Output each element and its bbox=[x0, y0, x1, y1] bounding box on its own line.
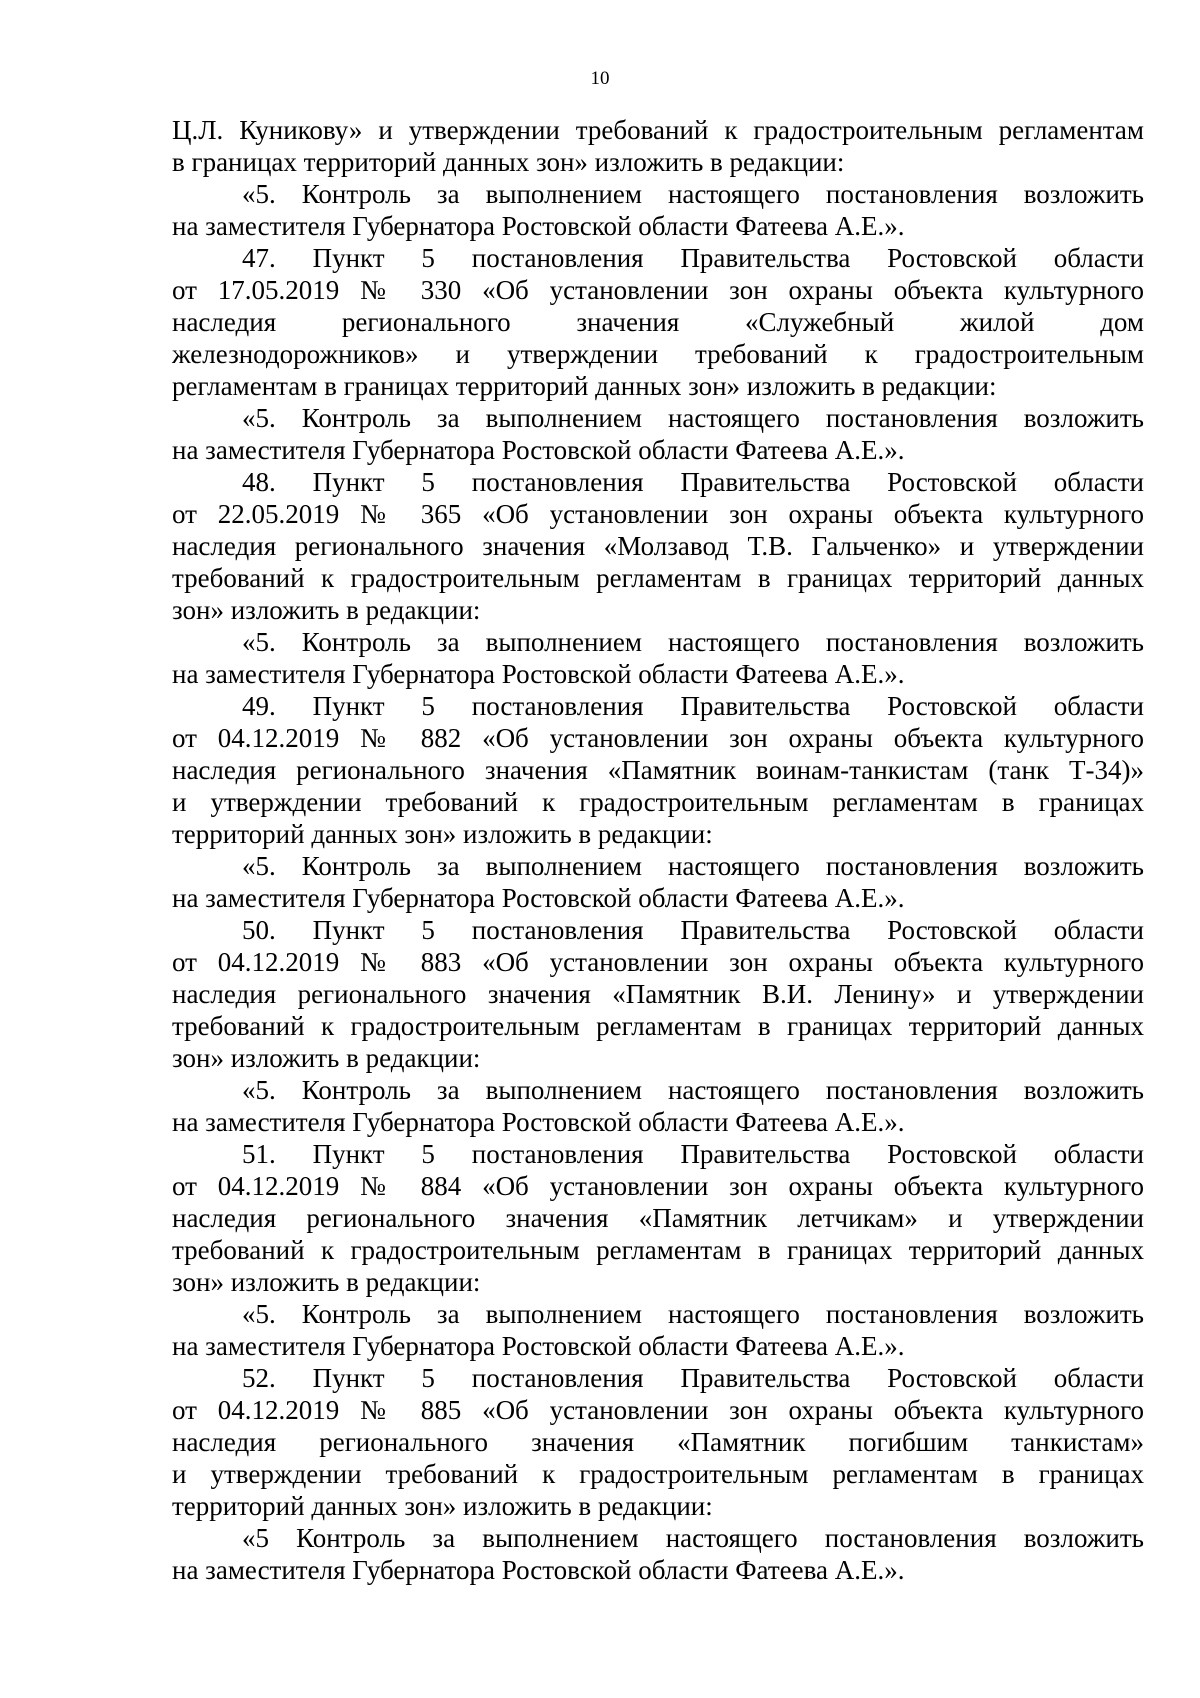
text-line: и утверждении требований к градостроительным регламентам в границах bbox=[172, 787, 1144, 817]
text-line: на заместителя Губернатора Ростовской области Фатеева А.Е.». bbox=[172, 883, 905, 913]
text-line: «5. Контроль за выполнением настоящего постановления возложить bbox=[242, 403, 1144, 433]
text-line: требований к градостроительным регламентам в границах территорий данных bbox=[172, 1235, 1144, 1265]
text-line: от 17.05.2019 № 330 «Об установлении зон охраны объекта культурного bbox=[172, 275, 1144, 305]
text-line: требований к градостроительным регламентам в границах территорий данных bbox=[172, 1011, 1144, 1041]
text-line: наследия регионального значения «Памятник В.И. Ленину» и утверждении bbox=[172, 979, 1144, 1009]
text-line: 48. Пункт 5 постановления Правительства Ростовской области bbox=[242, 467, 1144, 497]
text-line: «5. Контроль за выполнением настоящего постановления возложить bbox=[242, 851, 1144, 881]
text-line: на заместителя Губернатора Ростовской области Фатеева А.Е.». bbox=[172, 659, 905, 689]
text-line: 51. Пункт 5 постановления Правительства Ростовской области bbox=[242, 1139, 1144, 1169]
text-line: 49. Пункт 5 постановления Правительства Ростовской области bbox=[242, 691, 1144, 721]
text-line: 47. Пункт 5 постановления Правительства Ростовской области bbox=[242, 243, 1144, 273]
text-line: от 04.12.2019 № 882 «Об установлении зон охраны объекта культурного bbox=[172, 723, 1144, 753]
text-line: от 22.05.2019 № 365 «Об установлении зон охраны объекта культурного bbox=[172, 499, 1144, 529]
text-line: наследия регионального значения «Молзавод Т.В. Гальченко» и утверждении bbox=[172, 531, 1144, 561]
text-line: на заместителя Губернатора Ростовской области Фатеева А.Е.». bbox=[172, 211, 905, 241]
text-line: 52. Пункт 5 постановления Правительства Ростовской области bbox=[242, 1363, 1144, 1393]
text-line: от 04.12.2019 № 884 «Об установлении зон охраны объекта культурного bbox=[172, 1171, 1144, 1201]
text-line: «5 Контроль за выполнением настоящего постановления возложить bbox=[242, 1523, 1144, 1553]
text-line: на заместителя Губернатора Ростовской области Фатеева А.Е.». bbox=[172, 1107, 905, 1137]
text-line: наследия регионального значения «Памятник погибшим танкистам» bbox=[172, 1427, 1144, 1457]
text-line: регламентам в границах территорий данных зон» изложить в редакции: bbox=[172, 371, 997, 401]
text-line: «5. Контроль за выполнением настоящего постановления возложить bbox=[242, 1075, 1144, 1105]
page-number: 10 bbox=[590, 68, 610, 89]
text-line: зон» изложить в редакции: bbox=[172, 1043, 481, 1073]
text-line: территорий данных зон» изложить в редакции: bbox=[172, 1491, 713, 1521]
text-line: зон» изложить в редакции: bbox=[172, 595, 481, 625]
text-line: на заместителя Губернатора Ростовской области Фатеева А.Е.». bbox=[172, 1331, 905, 1361]
text-line: в границах территорий данных зон» изложить в редакции: bbox=[172, 147, 845, 177]
text-line: и утверждении требований к градостроительным регламентам в границах bbox=[172, 1459, 1144, 1489]
text-line: наследия регионального значения «Служебный жилой дом bbox=[172, 307, 1144, 337]
text-line: Ц.Л. Куникову» и утверждении требований к градостроительным регламентам bbox=[172, 115, 1144, 145]
text-line: зон» изложить в редакции: bbox=[172, 1267, 481, 1297]
text-line: от 04.12.2019 № 883 «Об установлении зон охраны объекта культурного bbox=[172, 947, 1144, 977]
document-body bbox=[172, 114, 1144, 1586]
text-line: территорий данных зон» изложить в редакции: bbox=[172, 819, 713, 849]
text-line: «5. Контроль за выполнением настоящего постановления возложить bbox=[242, 179, 1144, 209]
text-line: от 04.12.2019 № 885 «Об установлении зон охраны объекта культурного bbox=[172, 1395, 1144, 1425]
text-line: требований к градостроительным регламентам в границах территорий данных bbox=[172, 563, 1144, 593]
text-line: на заместителя Губернатора Ростовской области Фатеева А.Е.». bbox=[172, 1555, 905, 1585]
text-line: железнодорожников» и утверждении требований к градостроительным bbox=[172, 339, 1144, 369]
text-line: 50. Пункт 5 постановления Правительства Ростовской области bbox=[242, 915, 1144, 945]
text-line: наследия регионального значения «Памятник летчикам» и утверждении bbox=[172, 1203, 1144, 1233]
text-line: «5. Контроль за выполнением настоящего постановления возложить bbox=[242, 1299, 1144, 1329]
text-line: на заместителя Губернатора Ростовской области Фатеева А.Е.». bbox=[172, 435, 905, 465]
text-line: «5. Контроль за выполнением настоящего постановления возложить bbox=[242, 627, 1144, 657]
text-line: наследия регионального значения «Памятник воинам-танкистам (танк Т-34)» bbox=[172, 755, 1144, 785]
